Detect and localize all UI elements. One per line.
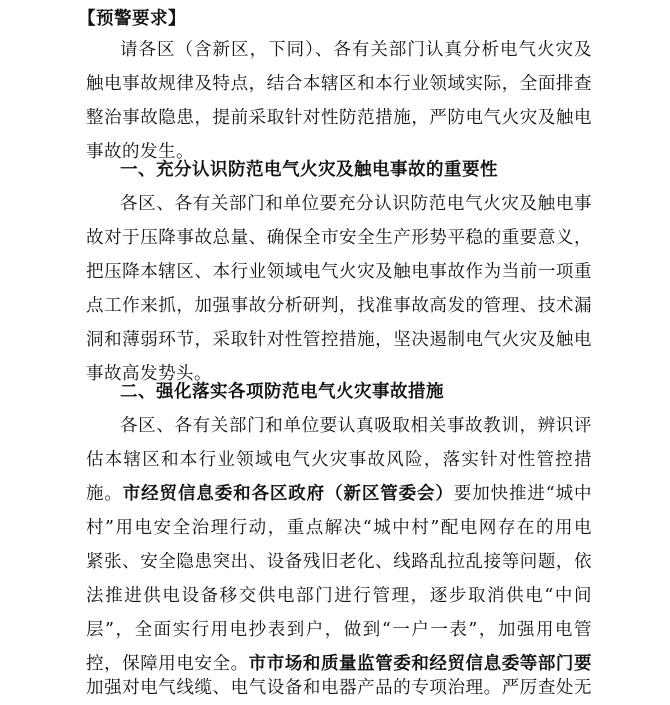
para3-line-3-post: 要加快推进“城中 (453, 484, 592, 504)
para3-line-3-pre: 施。 (86, 484, 123, 504)
para1-line-3: 整治事故隐患，提前采取针对性防范措施，严防电气火灾及触电 (86, 108, 592, 128)
para2-line-2: 故对于压降事故总量、确保全市安全生产形势平稳的重要意义， (86, 228, 592, 248)
warning-requirements-heading: 【预警要求】 (78, 9, 186, 29)
para2-line-1: 各区、各有关部门和单位要充分认识防范电气火灾及触电事 (120, 194, 592, 214)
para3-line-8-pre: 控，保障用电安全。 (86, 654, 249, 674)
para1-line-2: 触电事故规律及特点，结合本辖区和本行业领域实际，全面排查 (86, 74, 592, 94)
section1-heading: 一、充分认识防范电气火灾及触电事故的重要性 (120, 160, 498, 180)
para3-line-7: 层”，全面实行用电抄表到户，做到“一户一表”，加强用电管 (86, 620, 592, 640)
para1-line-4: 事故的发生。 (86, 142, 194, 162)
para3-line-3-bold: 市经贸信息委和各区政府（新区管委会） (122, 484, 454, 504)
para3-line-3 (86, 477, 592, 511)
para3-line-4: 村”用电安全治理行动，重点解决“城中村”配电网存在的用电 (86, 518, 592, 538)
para1-line-1: 请各区（含新区，下同）、各有关部门认真分析电气火灾及 (120, 40, 592, 60)
para3-line-1: 各区、各有关部门和单位要认真吸取相关事故教训，辨识评 (120, 416, 592, 436)
para3-line-8-bold: 市市场和质量监管委和经贸信息委等部门要 (248, 654, 593, 674)
para2-line-3: 把压降本辖区、本行业领域电气火灾及触电事故作为当前一项重 (86, 262, 592, 282)
para3-line-6: 法推进供电设备移交供电部门进行管理，逐步取消供电“中间 (86, 586, 592, 606)
section2-heading: 二、强化落实各项防范电气火灾事故措施 (120, 382, 444, 402)
para2-line-6: 事故高发势头。 (86, 364, 212, 384)
para3-line-5: 紧张、安全隐患突出、设备残旧老化、线路乱拉乱接等问题，依 (86, 552, 592, 572)
para2-line-4: 点工作来抓，加强事故分析研判，找准事故高发的管理、技术漏 (86, 296, 592, 316)
para3-line-9: 加强对电气线缆、电气设备和电器产品的专项治理。严厉查处无 (86, 678, 592, 698)
para2-line-5: 洞和薄弱环节，采取针对性管控措施，坚决遏制电气火灾及触电 (86, 330, 592, 350)
para3-line-2: 估本辖区和本行业领域电气火灾事故风险，落实针对性管控措 (86, 450, 592, 470)
